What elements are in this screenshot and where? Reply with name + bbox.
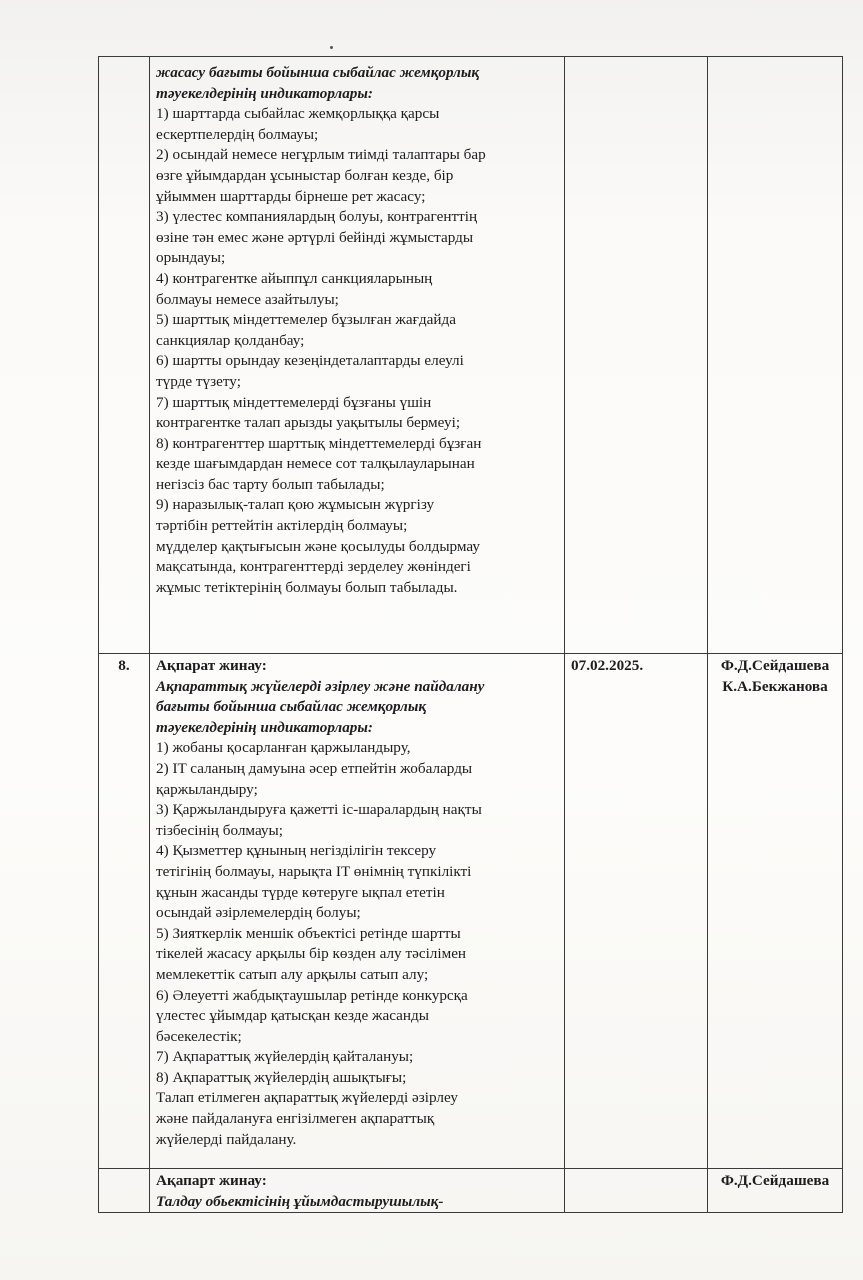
subheading-line: Талдау обьектісінің ұйымдастырушылық- xyxy=(156,1192,444,1210)
text-line: осындай әзірлемелердің болуы; xyxy=(156,904,361,922)
responsible-name: Ф.Д.Сейдашева xyxy=(720,657,830,674)
subheading-line: Ақпараттық жүйелерді әзірлеу және пайдалану xyxy=(156,677,485,695)
text-line: мүдделер қақтығысын және қосылуды болдырмау xyxy=(156,537,480,555)
date-cell: 07.02.2025. xyxy=(565,654,708,1169)
text-line: 2) IT саланың дамуына әсер етпейтін жобаларды xyxy=(156,759,473,777)
text-line: 6) шартты орындау кезеңіндеталаптарды елеулі xyxy=(156,352,464,370)
text-line: 2) осындай немесе негұрлым тиімді талаптары бар xyxy=(156,146,486,164)
subheading-line: бағыты бойынша сыбайлас жемқорлық xyxy=(156,698,427,716)
text-line: 5) шарттық міндеттемелер бұзылған жағдайда xyxy=(156,311,456,329)
text-line: 3) үлестес компаниялардың болуы, контрагенттің xyxy=(156,208,478,226)
responsible-name: Ф.Д.Сейдашева xyxy=(720,1172,830,1189)
text-line: 9) наразылық-талап қою жұмысын жүргізу xyxy=(156,496,435,514)
text-line: түрде түзету; xyxy=(156,372,241,390)
subheading-line: тәуекелдерінің индикаторлары: xyxy=(156,718,373,736)
row-number xyxy=(99,1169,150,1213)
text-line: жүйелерді пайдалану. xyxy=(156,1130,297,1148)
responsible-cell xyxy=(708,57,843,654)
text-line: 5) Зияткерлік меншік объектісі ретінде шартты xyxy=(156,924,461,942)
table-row xyxy=(99,57,843,654)
row-heading: Ақпарат жинау: xyxy=(156,657,267,674)
responsible-name: К.А.Бекжанова xyxy=(722,677,828,695)
text-line: қаржыландыру; xyxy=(156,780,258,798)
text-line: құнын жасанды түрде көтеруге ықпал ететін xyxy=(156,883,445,901)
subheading-line: жасасу бағыты бойынша сыбайлас жемқорлық xyxy=(156,64,480,81)
text-line: 1) жобаны қосарланған қаржыландыру, xyxy=(156,739,411,757)
row-number: 8. xyxy=(99,654,150,1169)
plan-table xyxy=(98,56,843,1213)
text-line: ұйыммен шарттарды бірнеше рет жасасу; xyxy=(156,187,426,205)
description-cell xyxy=(150,57,565,654)
text-line: 4) контрагентке айыппұл санкцияларының xyxy=(156,269,433,287)
text-line: мемлекеттік сатып алу арқылы сатып алу; xyxy=(156,965,429,983)
subheading-line: тәуекелдерінің индикаторлары: xyxy=(156,84,373,102)
text-line: үлестес ұйымдар қатысқан кезде жасанды xyxy=(156,1007,429,1025)
text-line: санкциялар қолданбау; xyxy=(156,331,305,349)
date-cell xyxy=(565,1169,708,1213)
text-line: 8) контрагенттер шарттық міндеттемелерді бұзған xyxy=(156,434,482,452)
number-cell xyxy=(99,57,150,654)
text-line: ескертпелердің болмауы; xyxy=(156,125,319,143)
description-cell xyxy=(150,1169,565,1213)
text-line: 1) шарттарда сыбайлас жемқорлыққа қарсы xyxy=(156,105,440,123)
date-cell xyxy=(565,57,708,654)
responsible-cell xyxy=(708,654,843,1169)
table-row xyxy=(99,1169,843,1213)
text-line: тәртібін реттейтін актілердің болмауы; xyxy=(156,517,408,535)
text-line: жұмыс тетіктерінің болмауы болып табылады. xyxy=(156,578,458,596)
text-line: және пайдалануға енгізілмеген ақпараттық xyxy=(156,1110,435,1128)
text-line: 7) шарттық міндеттемелерді бұзғаны үшін xyxy=(156,393,432,411)
text-line: негізсіз бас тарту болып табылады; xyxy=(156,475,385,493)
text-line: орындауы; xyxy=(156,249,226,267)
table-row xyxy=(99,654,843,1169)
text-line: болмауы немесе азайтылуы; xyxy=(156,290,339,308)
text-line: 6) Әлеуетті жабдықтаушылар ретінде конкурсқа xyxy=(156,986,468,1004)
text-line: Талап етілмеген ақпараттық жүйелерді әзірлеу xyxy=(156,1089,458,1107)
text-line: кезде шағымдардан немесе сот талқылауларынан xyxy=(156,455,475,473)
description-cell xyxy=(150,654,565,1169)
text-line: өзге ұйымдардан ұсыныстар болған кезде, бір xyxy=(156,166,454,184)
scan-speck xyxy=(330,46,333,49)
text-line: тізбесінің болмауы; xyxy=(156,821,283,839)
text-line: тетігінің болмауы, нарықта IT өнімнің түпкілікті xyxy=(156,862,472,880)
text-line: контрагентке талап арызды уақытылы бермеуі; xyxy=(156,414,461,432)
text-line: бәсекелестік; xyxy=(156,1027,242,1045)
row-heading: Ақапарт жинау: xyxy=(156,1172,267,1189)
text-line: 4) Қызметтер құнының негізділігін тексеру xyxy=(156,842,437,860)
text-line: 3) Қаржыландыруға қажетті іс-шаралардың нақты xyxy=(156,801,482,819)
text-line: 7) Ақпараттық жүйелердің қайталануы; xyxy=(156,1048,414,1066)
text-line: өзіне тән емес және әртүрлі бейінді жұмыстарды xyxy=(156,228,474,246)
text-line: 8) Ақпараттық жүйелердің ашықтығы; xyxy=(156,1068,407,1086)
text-line: мақсатында, контрагенттерді зерделеу жөніндегі xyxy=(156,558,471,576)
text-line: тікелей жасасу арқылы бір көзден алу тәсілімен xyxy=(156,945,467,963)
responsible-cell xyxy=(708,1169,843,1213)
